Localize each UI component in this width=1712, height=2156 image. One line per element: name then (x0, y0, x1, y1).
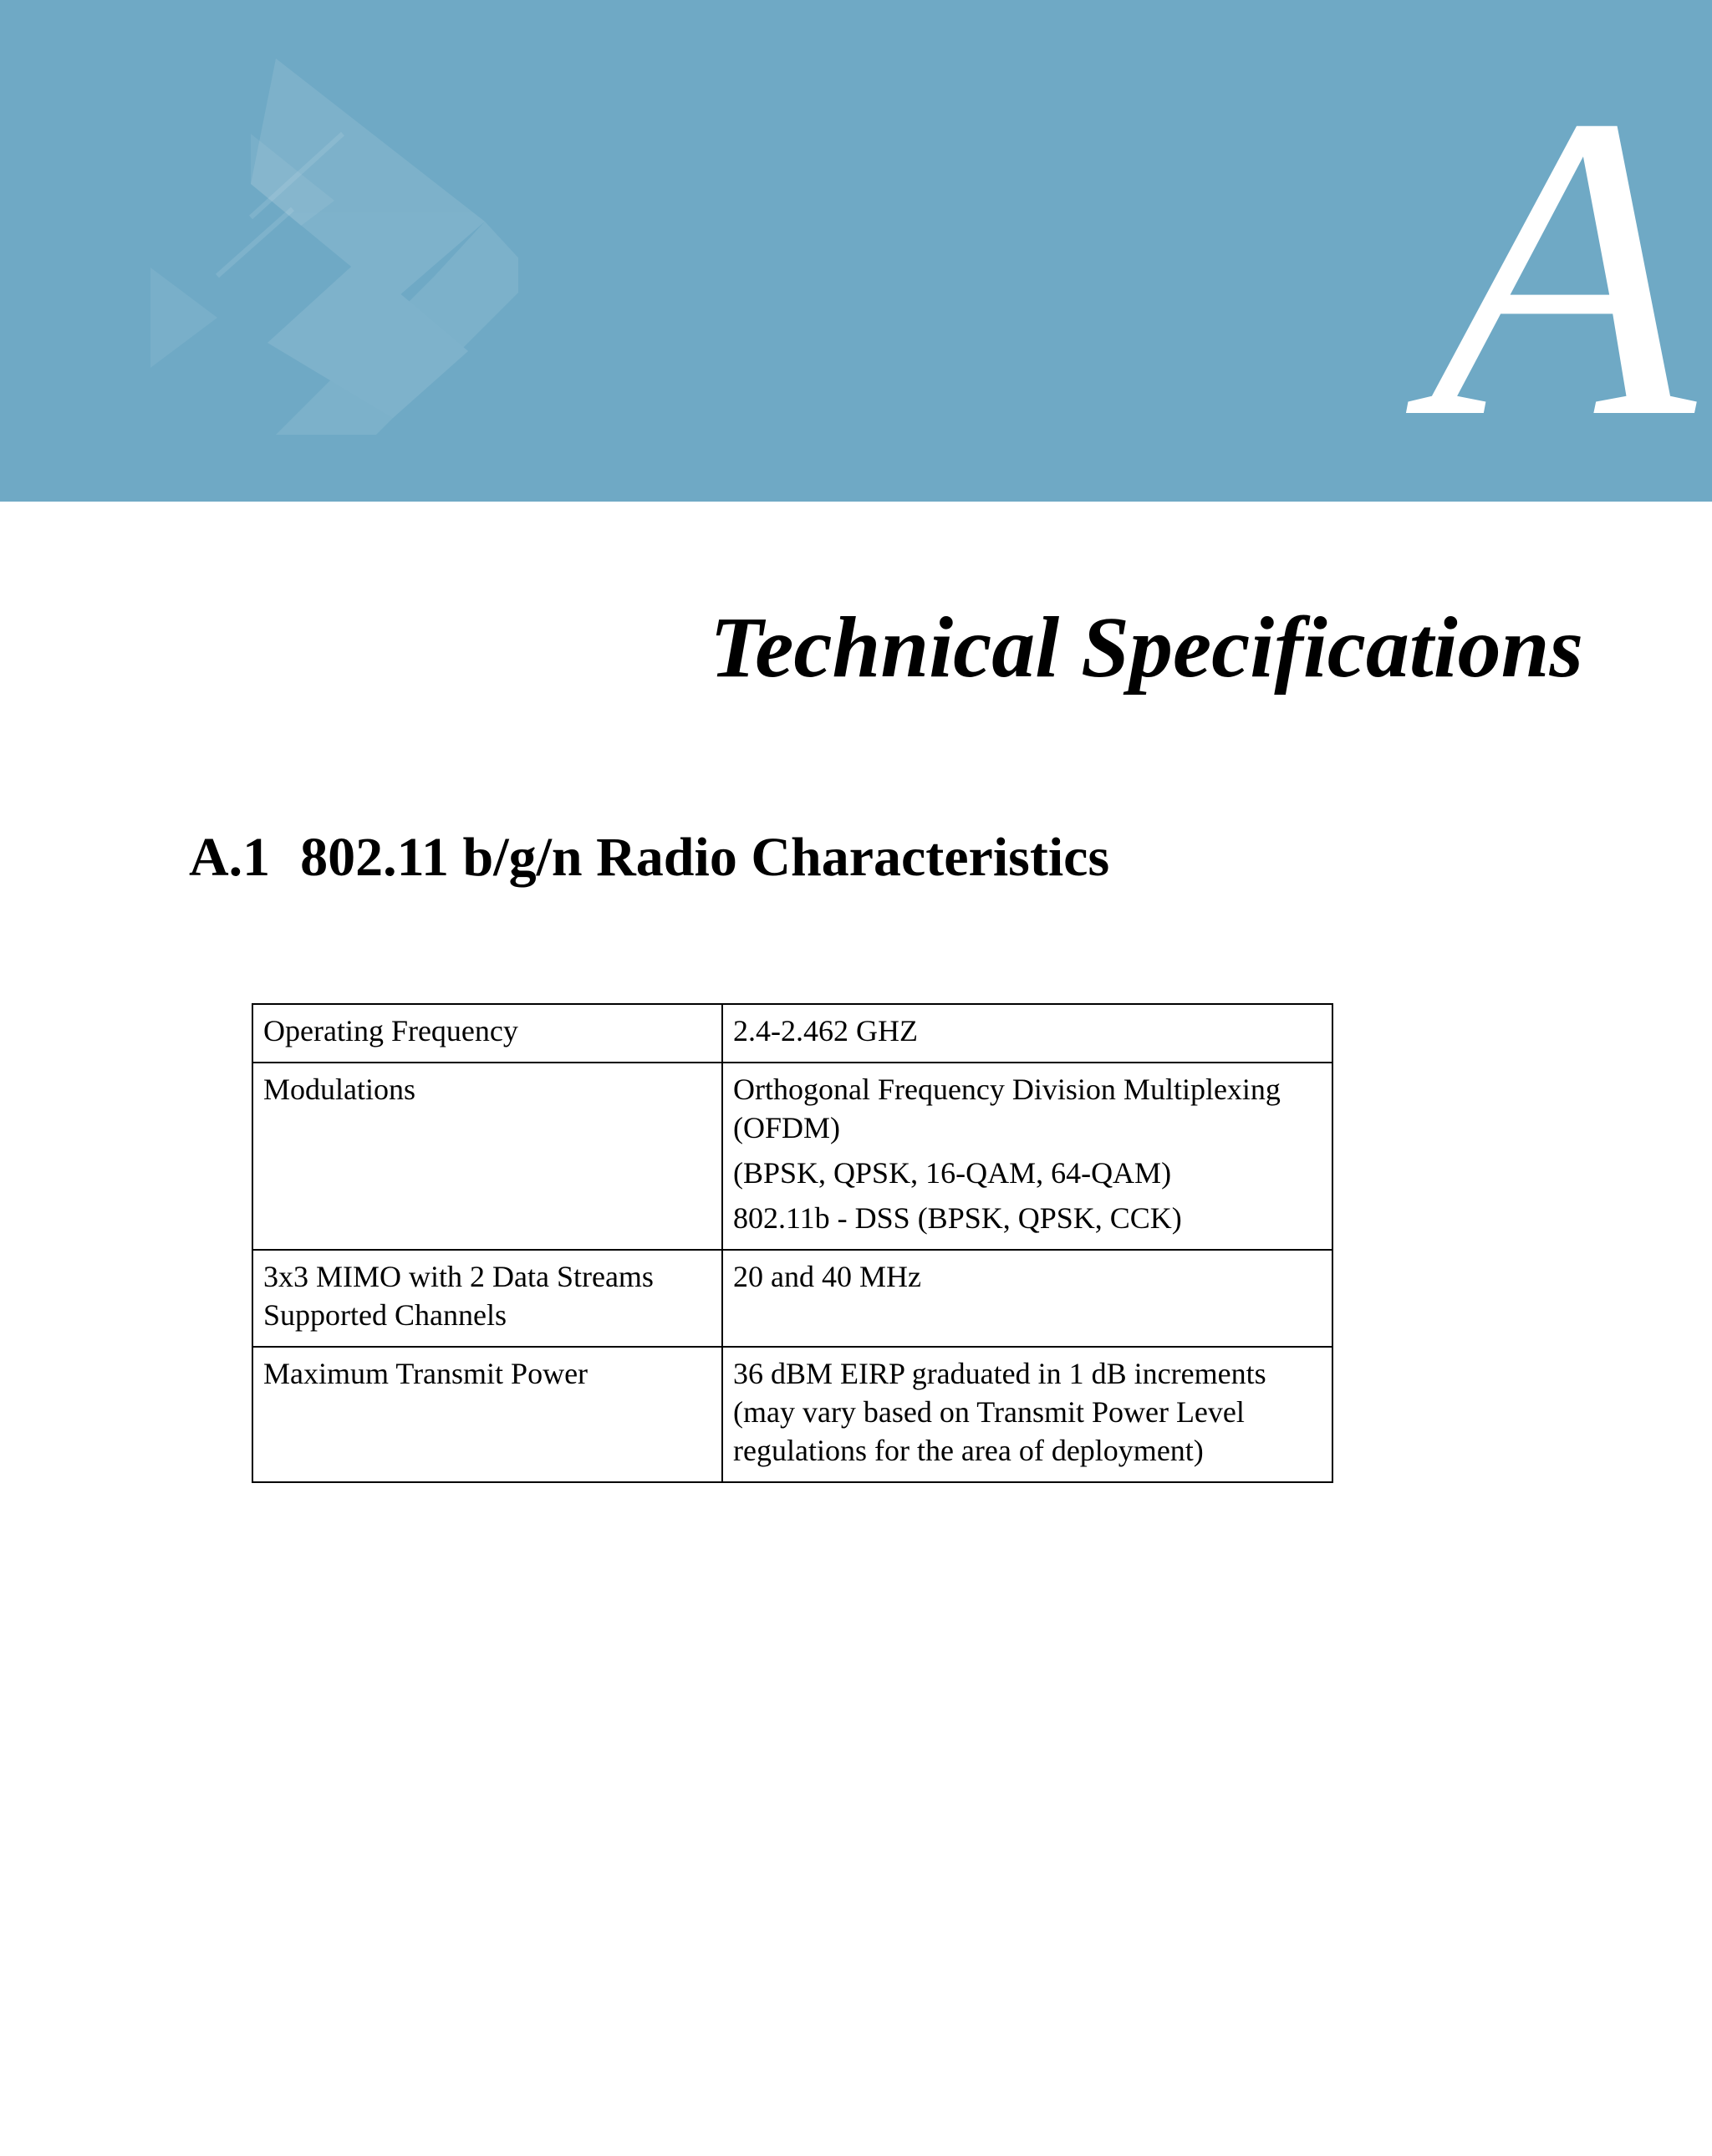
spec-label: Operating Frequency (252, 1004, 722, 1063)
spec-value-line: (BPSK, QPSK, 16-QAM, 64-QAM) (733, 1156, 1172, 1190)
spec-value-line: 36 dBM EIRP graduated in 1 dB increments (may vary based on Transmit Power Level regulations for the area of deployment) (733, 1357, 1266, 1467)
section-heading (189, 828, 1109, 889)
chapter-letter: A (1429, 27, 1695, 502)
spec-value (722, 1004, 1332, 1063)
spec-value-line: 2.4-2.462 GHZ (733, 1014, 918, 1047)
table-row (252, 1250, 1332, 1347)
chapter-title: Technical Specifications (710, 599, 1583, 696)
spec-value (722, 1063, 1332, 1250)
spec-value-line: Orthogonal Frequency Division Multiplexing (OFDM) (733, 1073, 1281, 1144)
chapter-banner (0, 0, 1712, 502)
section-number: A.1 (189, 827, 271, 888)
spec-label: 3x3 MIMO with 2 Data Streams Supported Channels (252, 1250, 722, 1347)
table-row (252, 1063, 1332, 1250)
section-title: 802.11 b/g/n Radio Characteristics (300, 827, 1110, 888)
spec-value (722, 1347, 1332, 1482)
chevron-watermark-icon (0, 0, 518, 502)
table-row (252, 1347, 1332, 1482)
table-row (252, 1004, 1332, 1063)
spec-value-line: 802.11b - DSS (BPSK, QPSK, CCK) (733, 1201, 1182, 1235)
spec-table (252, 1003, 1333, 1483)
spec-label: Maximum Transmit Power (252, 1347, 722, 1482)
spec-value (722, 1250, 1332, 1347)
spec-label: Modulations (252, 1063, 722, 1250)
spec-value-line: 20 and 40 MHz (733, 1260, 921, 1293)
